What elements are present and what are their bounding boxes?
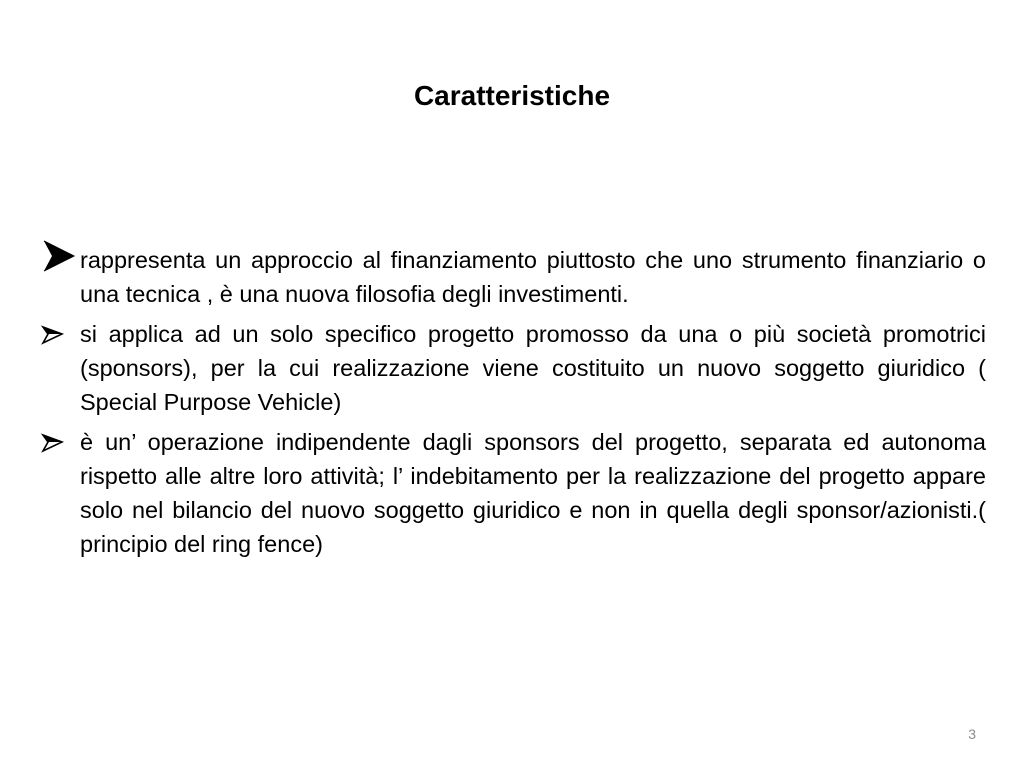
page-number: 3 — [968, 726, 976, 742]
bullet-item — [40, 237, 986, 311]
bullet-text: rappresenta un approccio al finanziamento piuttosto che uno strumento finanziario o una tecnica , è una nuova filosofia degli investimenti. — [80, 247, 986, 307]
arrowhead-bullet-icon — [40, 237, 78, 277]
bullet-text: è un’ operazione indipendente dagli sponsors del progetto, separata ed autonoma rispetto alle altre loro attività; l’ indebitamento per la realizzazione del progetto appare solo nel bilancio del nuovo soggetto giuridico e non in quella degli sponsor/azionisti.( principio del ring fence) — [80, 429, 986, 557]
slide-title: Caratteristiche — [413, 80, 611, 111]
arrowhead-bullet-icon — [40, 425, 68, 459]
arrowhead-bullet-icon — [40, 317, 68, 351]
bullet-item — [40, 317, 986, 419]
bullet-item — [40, 425, 986, 561]
bullet-list — [40, 237, 986, 567]
bullet-text: si applica ad un solo specifico progetto promosso da una o più società promotrici (sponsors), per la cui realizzazione viene costituito un nuovo soggetto giuridico ( Special Purpose Vehicle) — [80, 321, 986, 415]
